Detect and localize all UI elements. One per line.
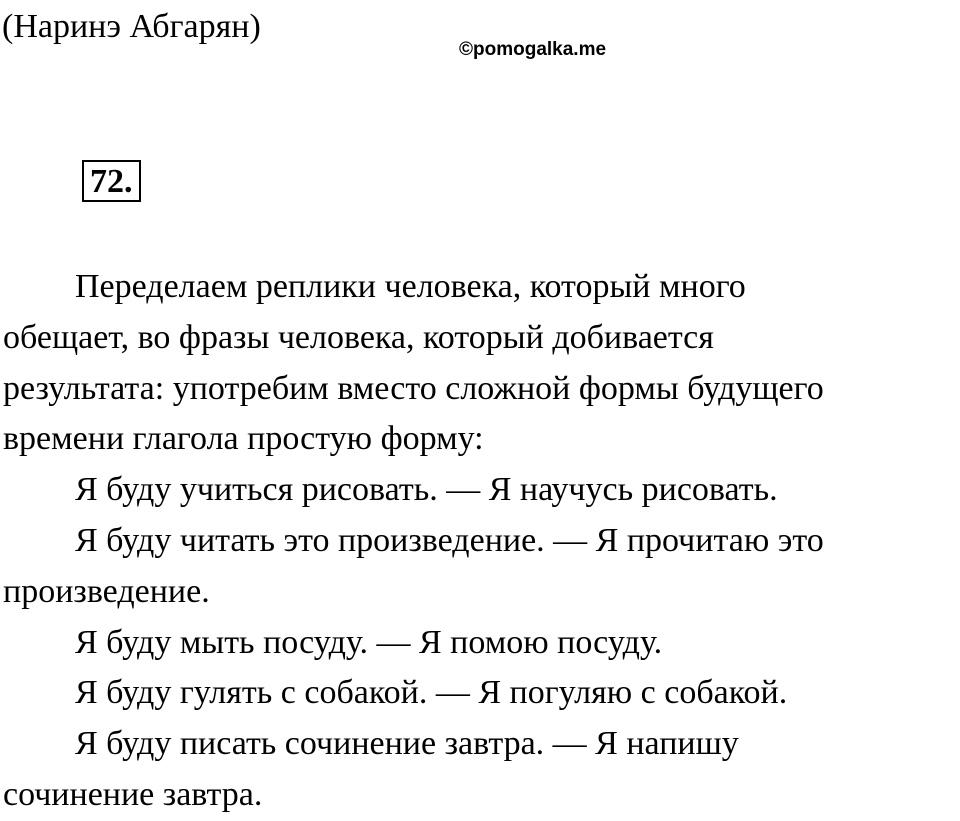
text-line: Я буду читать это произведение. — Я прочитаю это: [75, 521, 824, 559]
text-line: сочинение завтра.: [3, 775, 263, 813]
paragraph-example-3: [3, 618, 953, 669]
answer-text: [3, 262, 953, 821]
text-line: Я буду учиться рисовать. — Я научусь рисовать.: [75, 471, 778, 509]
task-number-box: [82, 160, 141, 202]
text-line: произведение.: [3, 572, 210, 610]
author-attribution: (Наринэ Абгарян): [2, 8, 261, 45]
paragraph-example-4: [3, 668, 953, 719]
paragraph-example-2: [3, 516, 953, 618]
text-line: Я буду мыть посуду. — Я помою посуду.: [75, 623, 663, 661]
text-line: обещает, во фразы человека, который добивается: [3, 318, 714, 356]
paragraph-example-1: [3, 465, 953, 516]
text-line: времени глагола простую форму:: [3, 420, 484, 458]
text-line: Переделаем реплики человека, который много: [75, 268, 746, 305]
text-line: результата: употребим вместо сложной формы будущего: [3, 369, 824, 407]
task-number-suffix: .: [124, 163, 133, 200]
text-line: Я буду писать сочинение завтра. — Я напишу: [75, 725, 739, 763]
paragraph-example-5: [3, 719, 953, 821]
watermark: ©pomogalka.me: [459, 39, 607, 60]
paragraph-intro: [3, 262, 953, 465]
text-line: Я буду гулять с собакой. — Я погуляю с собакой.: [75, 674, 788, 712]
task-number: 72: [90, 163, 124, 200]
